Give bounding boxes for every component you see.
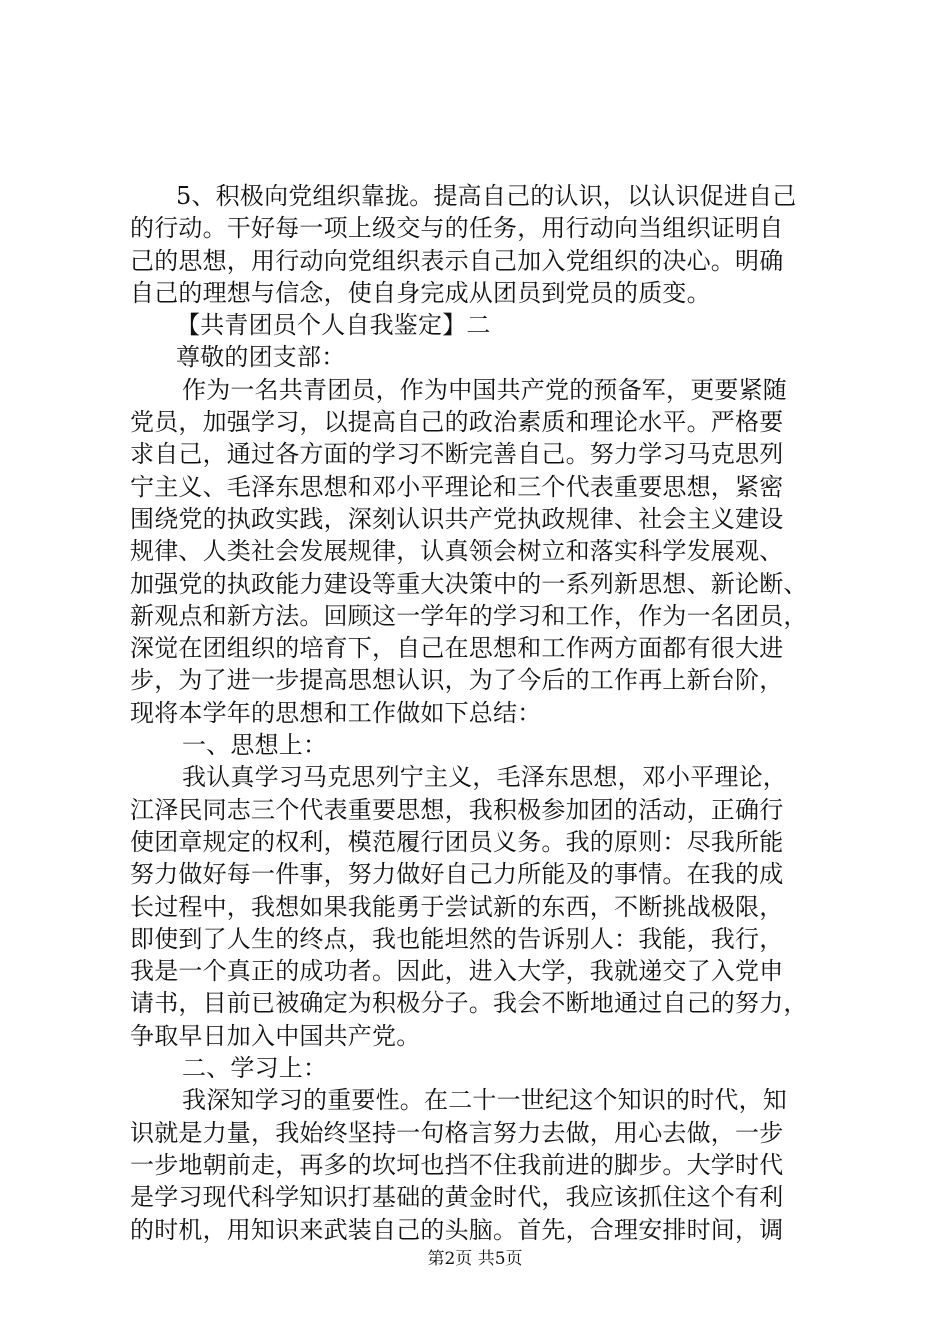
- section-heading: 一、思想上：: [182, 731, 328, 760]
- text-line: 求自己，通过各方面的学习不断完善自己。努力学习马克思列: [130, 440, 784, 469]
- page-number-footer: 第2页 共5页: [427, 1249, 523, 1269]
- salutation: 尊敬的团支部：: [176, 343, 346, 372]
- text-line: 自己的理想与信念，使自身完成从团员到党员的质变。: [130, 278, 711, 307]
- document-body: [130, 180, 830, 1246]
- text-line: 规律、人类社会发展规律，认真领会树立和落实科学发展观、: [130, 537, 784, 566]
- text-line: 我认真学习马克思列宁主义，毛泽东思想，邓小平理论，: [182, 763, 787, 792]
- text-line: 我是一个真正的成功者。因此，进入大学，我就递交了入党申: [130, 957, 784, 986]
- text-line: 长过程中，我想如果我能勇于尝试新的东西，不断挑战极限，: [130, 892, 784, 921]
- section-heading: 【共青团员个人自我鉴定】二: [176, 311, 491, 340]
- text-line: 的行动。干好每一项上级交与的任务，用行动向当组织证明自: [130, 214, 784, 243]
- text-line: 围绕党的执政实践，深刻认识共产党执政规律、社会主义建设: [130, 504, 784, 533]
- text-line: 江泽民同志三个代表重要思想，我积极参加团的活动，正确行: [130, 795, 784, 824]
- text-line: 争取早日加入中国共产党。: [130, 1021, 421, 1050]
- section-heading: 二、学习上：: [182, 1054, 328, 1083]
- text-line: 使团章规定的权利，模范履行团员义务。我的原则：尽我所能: [130, 827, 784, 856]
- text-line: 己的思想，用行动向党组织表示自己加入党组织的决心。明确: [130, 246, 784, 275]
- text-line: 现将本学年的思想和工作做如下总结：: [130, 698, 542, 727]
- text-line: 宁主义、毛泽东思想和邓小平理论和三个代表重要思想，紧密: [130, 472, 784, 501]
- text-line: 是学习现代科学知识打基础的黄金时代，我应该抓住这个有利: [130, 1183, 784, 1212]
- text-line: 加强党的执政能力建设等重大决策中的一系列新思想、新论断、: [130, 569, 808, 598]
- text-line: 步，为了进一步提高思想认识，为了今后的工作再上新台阶，: [130, 666, 784, 695]
- text-line: 作为一名共青团员，作为中国共产党的预备军，更要紧随: [182, 375, 787, 404]
- text-line: 5、积极向党组织靠拢。提高自己的认识，以认识促进自己: [176, 182, 797, 210]
- text-line: 党员，加强学习，以提高自己的政治素质和理论水平。严格要: [130, 408, 784, 437]
- text-line: 请书，目前已被确定为积极分子。我会不断地通过自己的努力，: [130, 989, 808, 1018]
- text-line: 新观点和新方法。回顾这一学年的学习和工作，作为一名团员，: [130, 601, 808, 630]
- text-line: 的时机，用知识来武装自己的头脑。首先，合理安排时间，调: [130, 1215, 784, 1244]
- text-line: 即使到了人生的终点，我也能坦然的告诉别人：我能，我行，: [130, 924, 784, 953]
- text-line: 一步地朝前走，再多的坎坷也挡不住我前进的脚步。大学时代: [130, 1150, 784, 1179]
- text-line: 我深知学习的重要性。在二十一世纪这个知识的时代，知: [182, 1086, 787, 1115]
- text-line: 努力做好每一件事，努力做好自己力所能及的事情。在我的成: [130, 860, 784, 889]
- text-line: 识就是力量，我始终坚持一句格言努力去做，用心去做，一步: [130, 1118, 784, 1147]
- text-line: 深觉在团组织的培育下，自己在思想和工作两方面都有很大进: [130, 634, 784, 663]
